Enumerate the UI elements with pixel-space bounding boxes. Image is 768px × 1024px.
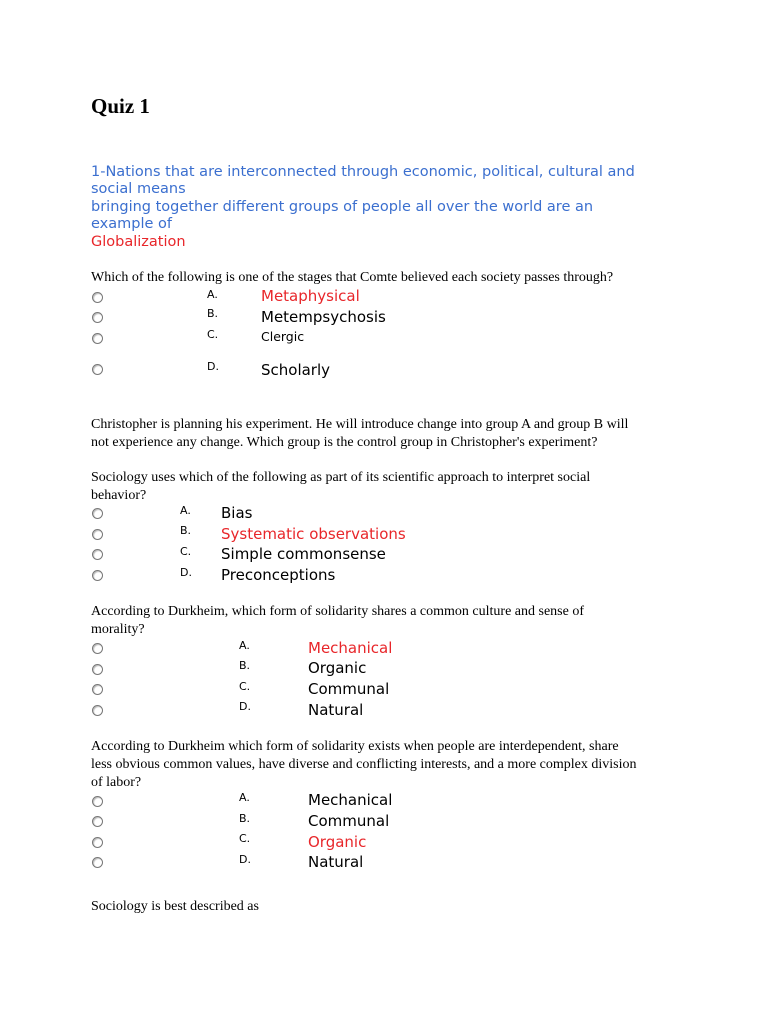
question-text: Sociology uses which of the following as part of its scientific approach to interpret social (91, 470, 591, 485)
option-text: Communal (308, 812, 390, 830)
option-text: Mechanical (308, 791, 393, 809)
option-text: Natural (308, 701, 364, 719)
option-letter: C. (180, 545, 192, 558)
question-text: According to Durkheim which form of solidarity exists when people are interdependent, share (91, 739, 619, 754)
intro-answer: Globalization (91, 234, 186, 250)
radio-button[interactable] (92, 570, 103, 581)
question-text: less obvious common values, have diverse and conflicting interests, and a more complex division (91, 757, 637, 772)
radio-button[interactable] (92, 664, 103, 675)
radio-button[interactable] (92, 508, 103, 519)
option-letter: D. (239, 700, 251, 713)
radio-button[interactable] (92, 643, 103, 654)
option-text: Simple commonsense (221, 545, 386, 563)
option-letter: A. (239, 791, 250, 804)
intro-line: 1-Nations that are interconnected through economic, political, cultural and (91, 164, 635, 180)
option-text: Preconceptions (221, 566, 336, 584)
option-text: Systematic observations (221, 525, 406, 543)
radio-button[interactable] (92, 364, 103, 375)
radio-button[interactable] (92, 333, 103, 344)
option-letter: D. (239, 853, 251, 866)
option-text: Natural (308, 853, 364, 871)
question-text: not experience any change. Which group is the control group in Christopher's experiment? (91, 435, 598, 450)
radio-button[interactable] (92, 705, 103, 716)
question-text: behavior? (91, 488, 147, 503)
option-text: Mechanical (308, 639, 393, 657)
question-text: of labor? (91, 775, 142, 790)
question-text: Sociology is best described as (91, 899, 259, 914)
option-letter: A. (207, 288, 218, 301)
option-letter: D. (180, 566, 192, 579)
option-letter: B. (239, 659, 251, 672)
option-letter: C. (207, 328, 219, 341)
radio-button[interactable] (92, 837, 103, 848)
option-letter: B. (239, 812, 251, 825)
option-text: Metaphysical (261, 287, 360, 305)
question-text: Which of the following is one of the stages that Comte believed each society passes through? (91, 270, 614, 285)
radio-button[interactable] (92, 529, 103, 540)
question-text: According to Durkheim, which form of solidarity shares a common culture and sense of (91, 604, 584, 619)
radio-button[interactable] (92, 816, 103, 827)
option-letter: D. (207, 360, 219, 373)
option-text: Bias (221, 504, 253, 522)
intro-line: example of (91, 216, 172, 232)
option-letter: C. (239, 680, 251, 693)
intro-line: bringing together different groups of people all over the world are an (91, 199, 594, 215)
radio-button[interactable] (92, 312, 103, 323)
radio-button[interactable] (92, 857, 103, 868)
radio-button[interactable] (92, 292, 103, 303)
option-text: Organic (308, 659, 367, 677)
option-text: Metempsychosis (261, 308, 386, 326)
option-letter: C. (239, 832, 251, 845)
option-letter: A. (239, 639, 250, 652)
intro-line: social means (91, 181, 186, 197)
option-letter: B. (180, 524, 192, 537)
radio-button[interactable] (92, 684, 103, 695)
option-text: Clergic (261, 329, 305, 344)
radio-button[interactable] (92, 549, 103, 560)
option-letter: B. (207, 307, 219, 320)
radio-button[interactable] (92, 796, 103, 807)
option-letter: A. (180, 504, 191, 517)
page-title: Quiz 1 (91, 94, 150, 118)
option-text: Communal (308, 680, 390, 698)
option-text: Organic (308, 833, 367, 851)
option-text: Scholarly (261, 361, 331, 379)
question-text: Christopher is planning his experiment. He will introduce change into group A and group B will (91, 417, 629, 432)
question-text: morality? (91, 622, 145, 637)
